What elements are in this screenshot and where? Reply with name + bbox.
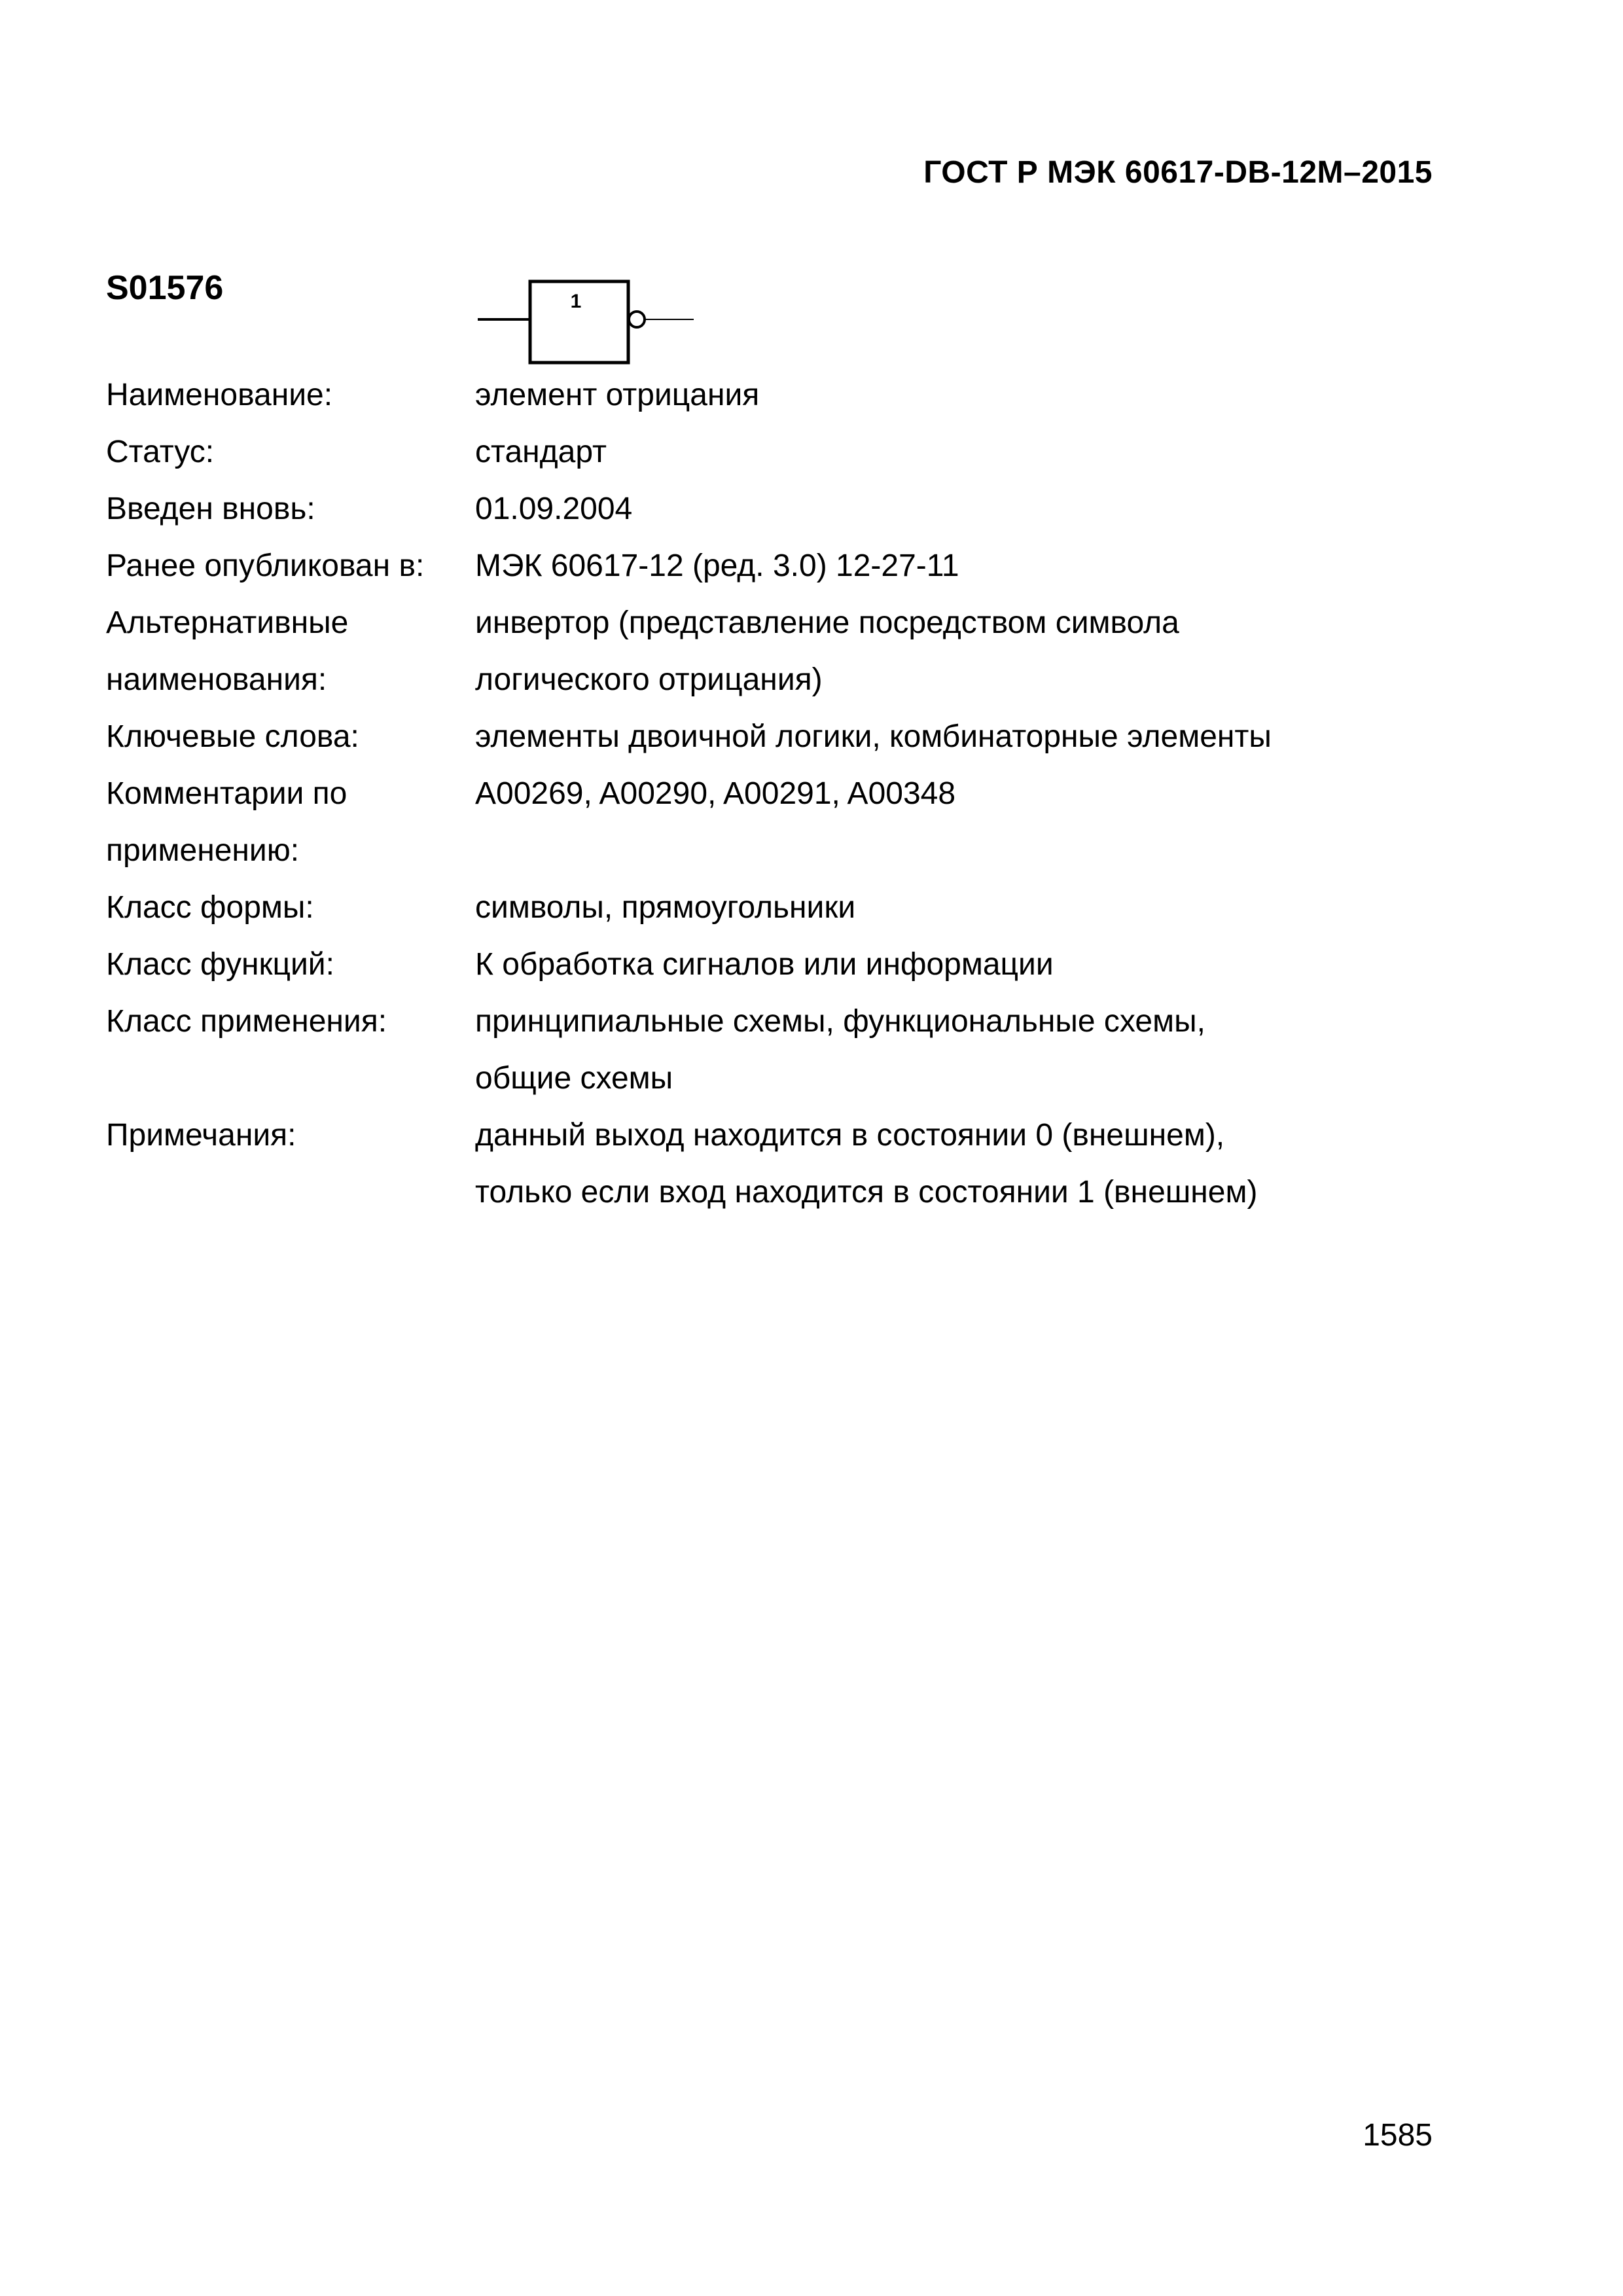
symbol-box-label: 1 [570, 291, 582, 312]
field-label [106, 537, 475, 594]
field-value [475, 936, 1448, 993]
field-label [106, 936, 475, 993]
field-row [106, 1107, 1448, 1221]
field-row [106, 480, 1448, 537]
negation-circle [629, 312, 645, 327]
field-row [106, 423, 1448, 480]
document-header: ГОСТ Р МЭК 60617-DB-12M–2015 [923, 155, 1433, 190]
field-value [475, 765, 1448, 879]
field-row [106, 708, 1448, 765]
field-row [106, 765, 1448, 879]
field-value-line: принципиальные схемы, функциональные схемы, [475, 1004, 1205, 1039]
field-label-line: Альтернативные [106, 605, 349, 640]
field-label-line: Ключевые слова: [106, 719, 359, 754]
field-value-line: A00269, A00290, A00291, A00348 [475, 776, 956, 811]
field-label-line: наименования: [106, 662, 327, 697]
field-value [475, 423, 1448, 480]
inverter-logic-symbol [478, 275, 700, 367]
field-value [475, 480, 1448, 537]
field-label [106, 594, 475, 708]
field-label-line: Введен вновь: [106, 492, 315, 526]
field-label-line: Комментарии по [106, 776, 348, 811]
field-label [106, 993, 475, 1107]
field-label-line: Статус: [106, 435, 215, 469]
field-label [106, 367, 475, 423]
field-value-line: данный выход находится в состоянии 0 (внешнем), [475, 1118, 1225, 1153]
field-value [475, 993, 1448, 1107]
field-value-line: стандарт [475, 435, 607, 469]
field-label [106, 423, 475, 480]
field-value-line: символы, прямоугольники [475, 890, 856, 925]
field-value-line: инвертор (представление посредством символа [475, 605, 1179, 640]
field-label [106, 708, 475, 765]
field-row [106, 936, 1448, 993]
symbol-attributes [106, 367, 1448, 1221]
field-label-line: Класс функций: [106, 947, 334, 982]
field-value-line: элемент отрицания [475, 378, 760, 412]
field-label [106, 879, 475, 936]
field-label [106, 1107, 475, 1221]
field-row [106, 367, 1448, 423]
field-row [106, 993, 1448, 1107]
field-label-line: Примечания: [106, 1118, 296, 1153]
field-row [106, 594, 1448, 708]
field-label-line: Класс применения: [106, 1004, 387, 1039]
symbol-code: S01576 [106, 269, 224, 307]
field-value-line: общие схемы [475, 1061, 673, 1096]
field-label [106, 765, 475, 879]
field-value-line: логического отрицания) [475, 662, 823, 697]
field-value-line: К обработка сигналов или информации [475, 947, 1054, 982]
field-value [475, 708, 1448, 765]
field-label-line: Класс формы: [106, 890, 314, 925]
field-label-line: Наименование: [106, 378, 333, 412]
page-number: 1585 [1363, 2118, 1433, 2153]
field-value [475, 1107, 1448, 1221]
field-label-line: Ранее опубликован в: [106, 548, 425, 583]
field-value [475, 594, 1448, 708]
field-value-line: 01.09.2004 [475, 492, 633, 526]
field-value-line: элементы двоичной логики, комбинаторные элементы [475, 719, 1272, 754]
field-value [475, 879, 1448, 936]
field-value-line: только если вход находится в состоянии 1 (внешнем) [475, 1175, 1258, 1210]
field-value [475, 367, 1448, 423]
field-row [106, 879, 1448, 936]
field-label [106, 480, 475, 537]
field-value [475, 537, 1448, 594]
field-row [106, 537, 1448, 594]
field-value-line: МЭК 60617-12 (ред. 3.0) 12-27-11 [475, 548, 959, 583]
field-label-line: применению: [106, 833, 300, 868]
